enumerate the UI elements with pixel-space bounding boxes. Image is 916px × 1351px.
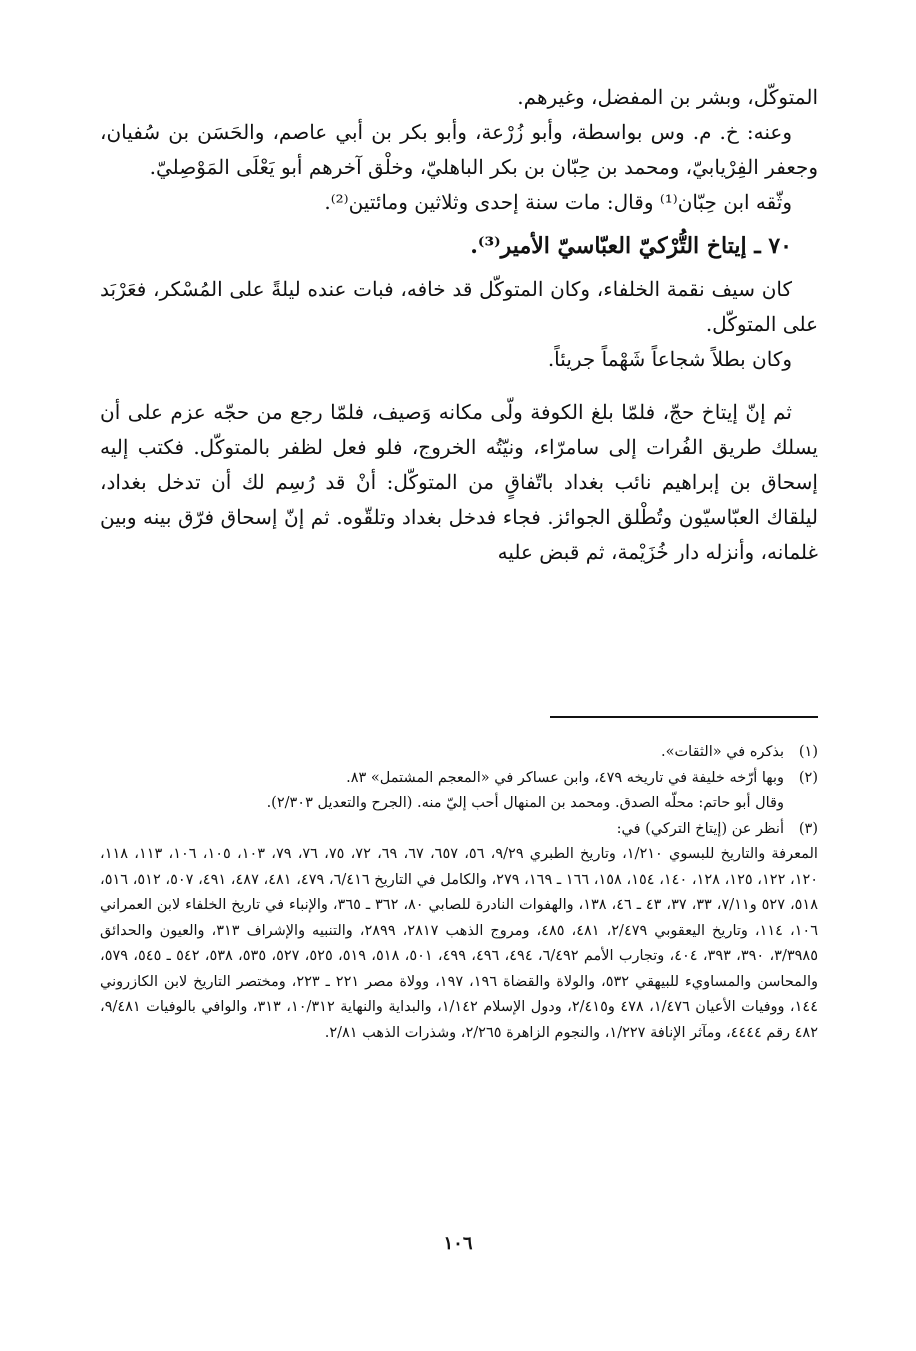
- paragraph-tawthiq: وثّقه ابن حِبّان⁽¹⁾ وقال: مات سنة إحدى وثلاثين ومائتين⁽²⁾.: [324, 190, 792, 214]
- footnote-text: وبها أرّخه خليفة في تاريخه ٤٧٩، وابن عساكر في «المعجم المشتمل» ٨٣.: [346, 769, 784, 786]
- footnote-1: [100, 740, 818, 766]
- footnote-2-continuation: وقال أبو حاتم: محلّه الصدق. ومحمد بن المنهال أحب إليّ منه. (الجرح والتعديل ٢/٣٠٣).: [266, 795, 784, 811]
- footnote-text: بذكره في «الثقات».: [661, 744, 784, 760]
- paragraph-students: وعنه: خ. م. وس بواسطة، وأبو زُرْعة، وأبو بكر بن أبي عاصم، والحَسَن بن سُفيان، وجعفر الفِرْيابيّ، ومحمد بن حِبّان بن بكر الباهليّ، وخلْق آخرهم أبو يَعْلَى المَوْصِليّ.: [100, 120, 818, 179]
- page: [100, 80, 819, 1041]
- footnote-number: (٢): [798, 769, 818, 786]
- footnote-number: (١): [798, 744, 818, 760]
- paragraph-teachers-end: المتوكّل، وبشر بن المفضل، وغيرهم.: [517, 85, 818, 109]
- footnote-number: (٣): [798, 820, 818, 837]
- paragraph-traits: وكان بطلاً شجاعاً شَهْماً جريئاً.: [547, 347, 792, 371]
- footnote-text: أنظر عن (إيتاخ التركي) في:: [616, 820, 784, 837]
- footnote-3: [100, 817, 818, 843]
- paragraph-description: كان سيف نقمة الخلفاء، وكان المتوكّل قد خافه، فبات عنده ليلةً على المُسْكر، فعَرْبَد على المتوكّل.: [100, 277, 818, 336]
- page-number: ١٠٦: [443, 1233, 473, 1254]
- entry-heading: ٧٠ ـ إيتاخ التُّرْكيّ العبّاسيّ الأمير⁽³⁾.: [470, 233, 792, 259]
- footnote-3-sources: المعرفة والتاريخ للبسوي ١/٢١٠، وتاريخ الطبري ٩/٢٩، ٥٦، ٦٥٧، ٦٧، ٦٩، ٧٢، ٧٥، ٧٦، ٧٩، ١٠٣، ١٠٥، ١٠٦، ١١٣، ١١٨، ١٢٠، ١٢٢، ١٢٥، ١٢٨، ١٤٠، ١٥٤، ١٥٨، ١٦٦ ـ ١٦٩، ٢٧٩، والكامل في التاريخ ٦/٤١٦، ٤٧٩، ٤٨١، ٤٨٧، ٤٩١، ٥٠٧، ٥١٢، ٥١٦، ٥١٨، ٥٢٧ و٧/١١، ٣٣، ٣٧، ٤٣ ـ ٤٦، ١٣٨، والهفوات النادرة للصابي ٨٠، ٣٦٢ ـ ٣٦٥، والإنباء في تاريخ الخلفاء لابن العمراني ١٠٦، ١١٤، وتاريخ اليعقوبي ٢/٤٧٩، ٤٨١، ٤٨٥، ومروج الذهب ٢٨١٧، ٢٨٩٩، والتنبيه والإشراف ٣١٣، والعيون والحدائق ٣/٣٩٨٥، ٣٩٠، ٣٩٣، ٤٠٤، وتجارب الأمم ٦/٤٩٢، ٤٩٤، ٤٩٦، ٤٩٩، ٥٠١، ٥١٨، ٥١٩، ٥٢٥، ٥٢٧، ٥٣٥، ٥٣٨، ٥٤٢ ـ ٥٤٥، ٥٧٩، والمحاسن والمساويء للبيهقي ٥٣٢، والولاة والقضاة ١٩٦، ١٩٧، وولاة مصر ٢٢١ ـ ٢٢٣، ومختصر التاريخ لابن الكازروني ١٤٤، ووفيات الأعيان ١/٤٧٦، ٤٧٨ و٢/٤١٥، ودول الإسلام ١/١٤٢، والبداية والنهاية ١٠/٣١٢، ٣١٣، والوافي بالوفيات ٩/٤٨١، ٤٨٢ رقم ٤٤٤٤، ومآثر الإنافة ١/٢٢٧، والنجوم الزاهرة ٢/٢٦٥، وشذرات الذهب ٢/٨١.: [100, 846, 819, 1041]
- main-text: [100, 80, 818, 570]
- footnote-2: [100, 766, 818, 792]
- paragraph-story: ثم إنّ إيتاخ حجّ، فلمّا بلغ الكوفة ولّى مكانه وَصيف، فلمّا رجع من حجّه عزم على أن يسلك طريق الفُرات إلى سامرّاء، ونيّتُه الخروج، فلو فعل لظفر بالمتوكّل. فكتب إليه إسحاق بن إبراهيم نائب بغداد باتّفاقٍ من المتوكّل: أنْ قد رُسِم لك أن تدخل بغداد، ليلقاك العبّاسيّون وتُطْلق الجوائز. فجاء فدخل بغداد وتلقّوه. ثم إنّ إسحاق فرّق بينه وبين غلمانه، وأنزله دار خُزَيْمة، ثم قبض عليه: [100, 400, 818, 564]
- footnotes: [100, 740, 818, 1046]
- footnote-divider: [550, 716, 818, 718]
